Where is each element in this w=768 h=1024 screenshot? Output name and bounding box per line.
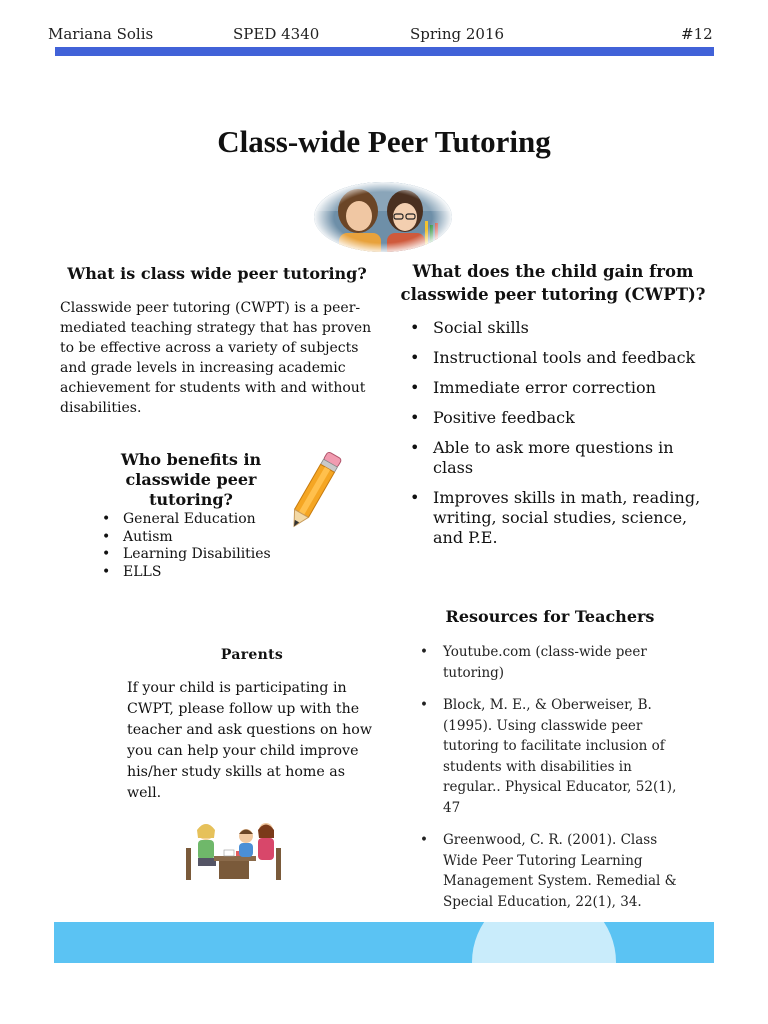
tutoring-illustration — [184, 818, 284, 882]
parents-heading: Parents — [220, 647, 284, 663]
list-item: • Immediate error correction — [408, 378, 708, 398]
list-item: • Able to ask more questions in class — [408, 438, 708, 478]
list-item: • Improves skills in math, reading, writing, social studies, science, and P.E. — [408, 488, 708, 548]
pencil-icon — [283, 446, 347, 534]
list-item: • Autism — [100, 529, 300, 547]
gain-list — [408, 318, 708, 558]
header-name: Mariana Solis — [48, 25, 154, 43]
list-item: • Learning Disabilities — [100, 546, 300, 564]
gain-heading: What does the child gain from classwide peer tutoring (CWPT)? — [400, 262, 706, 304]
header-course: SPED 4340 — [233, 25, 320, 43]
list-item: • Positive feedback — [408, 408, 708, 428]
resources-list — [418, 642, 678, 924]
header-number: #12 — [681, 25, 713, 43]
list-item: • Instructional tools and feedback — [408, 348, 708, 368]
footer-circle — [54, 922, 714, 963]
list-item: • General Education — [100, 511, 300, 529]
list-item: • Block, M. E., & Oberweiser, B. (1995). Using classwide peer tutoring to facilitate inclusion of students with disabilities in regular.. Physical Educator, 52(1), 47 — [418, 695, 678, 818]
what-heading: What is class wide peer tutoring? — [67, 264, 367, 283]
header-term: Spring 2016 — [410, 25, 505, 43]
benefits-list — [100, 511, 300, 581]
resources-heading: Resources for Teachers — [445, 607, 655, 626]
who-heading: Who benefits in classwide peer tutoring? — [120, 450, 262, 509]
list-item: • Youtube.com (class-wide peer tutoring) — [418, 642, 678, 683]
students-photo — [313, 181, 453, 254]
list-item: • Greenwood, C. R. (2001). Class Wide Peer Tutoring Learning Management System. Remedial & Special Education, 22(1), 34. — [418, 830, 678, 912]
list-item: • ELLS — [100, 564, 300, 582]
list-item: • Social skills — [408, 318, 708, 338]
footer-bar — [54, 922, 714, 963]
page-title: Class-wide Peer Tutoring — [217, 124, 551, 159]
parents-body: If your child is participating in CWPT, please follow up with the teacher and ask questions on how you can help your child improve his/her study skills at home as well. — [127, 680, 372, 801]
what-body: Classwide peer tutoring (CWPT) is a peer-mediated teaching strategy that has proven to be effective across a variety of subjects and grade levels in increasing academic achievement for students with and without disabilities. — [60, 300, 372, 416]
header-bar — [55, 47, 714, 56]
